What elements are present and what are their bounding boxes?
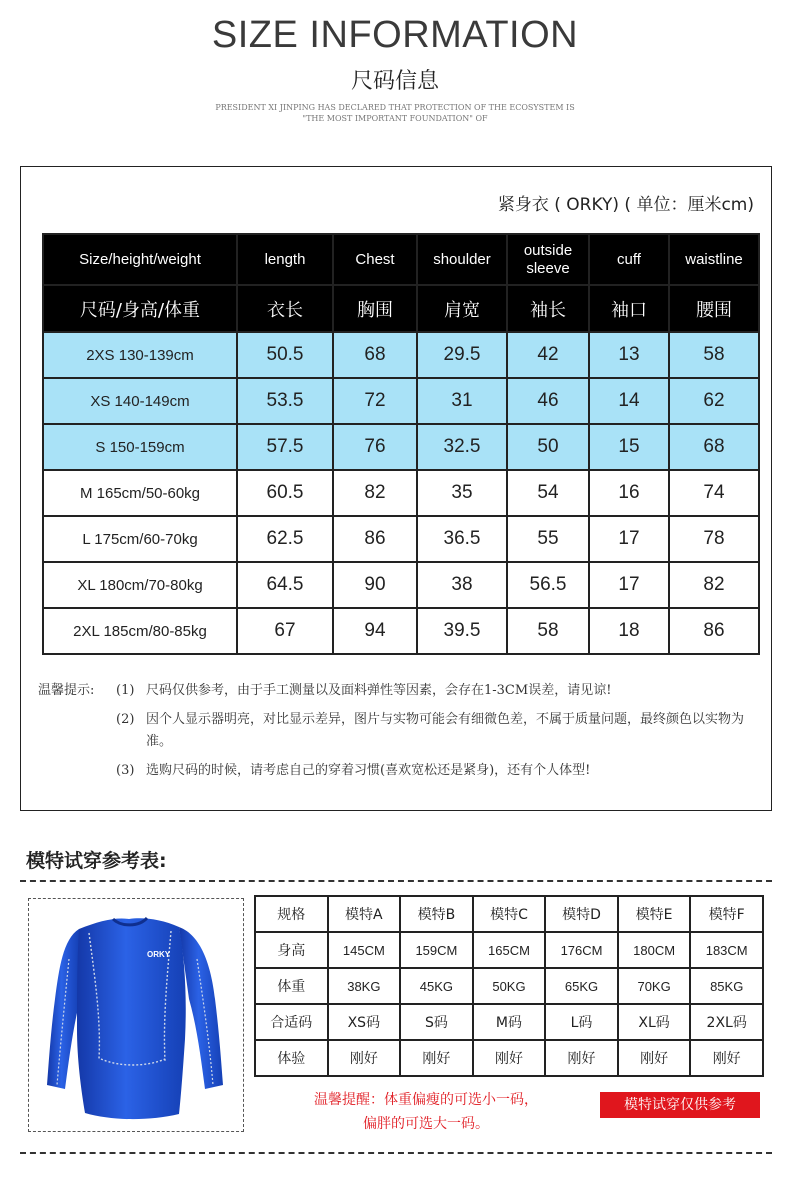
size-cell-waist: 82 [669,562,759,608]
model-cell: 50KG [473,968,546,1004]
fit-tip [276,1088,576,1136]
note-item [38,760,758,782]
header-row-cn [43,285,759,332]
size-cell-length: 53.5 [237,378,333,424]
size-cell-sleeve: 56.5 [507,562,589,608]
header-cn-size: 尺码/身高/体重 [43,285,237,332]
page-title-cn: 尺码信息 [350,69,439,94]
model-cell: L码 [545,1004,618,1040]
tagline-line-1: PRESIDENT XI JINPING HAS DECLARED THAT PROTECTION OF THE ECOSYSTEM IS [215,103,575,112]
model-cell: 2XL码 [690,1004,763,1040]
tagline [0,102,790,124]
size-cell-length: 60.5 [237,470,333,516]
model-cell: 176CM [545,932,618,968]
size-row [43,562,759,608]
model-cell: 刚好 [545,1040,618,1076]
header-sleeve: outside sleeve [507,234,589,285]
header-row-en [43,234,759,285]
model-cell: 145CM [328,932,401,968]
model-cell: 合适码 [255,1004,328,1040]
notes-block [38,680,758,789]
header-cn-length: 衣长 [237,285,333,332]
dashed-divider-top [20,880,772,882]
size-cell-chest: 94 [333,608,417,654]
size-cell-waist: 78 [669,516,759,562]
model-cell: 模特C [473,896,546,932]
size-cell-waist: 58 [669,332,759,378]
model-cell: 45KG [400,968,473,1004]
model-cell: 刚好 [618,1040,691,1076]
size-cell-size: S 150-159cm [43,424,237,470]
page-title-en: SIZE INFORMATION [211,14,579,56]
model-cell: 体重 [255,968,328,1004]
model-cell: 183CM [690,932,763,968]
size-cell-shoulder: 35 [417,470,507,516]
size-cell-shoulder: 39.5 [417,608,507,654]
reference-badge: 模特试穿仅供参考 [600,1092,760,1118]
size-cell-cuff: 18 [589,608,669,654]
header-cn-waist: 腰围 [669,285,759,332]
size-cell-chest: 90 [333,562,417,608]
size-row [43,470,759,516]
model-cell: 刚好 [328,1040,401,1076]
model-cell: XS码 [328,1004,401,1040]
model-cell: 模特B [400,896,473,932]
header-waist: waistline [669,234,759,285]
model-fit-table [254,895,764,1077]
header-cuff: cuff [589,234,669,285]
size-row [43,516,759,562]
size-cell-sleeve: 55 [507,516,589,562]
size-row [43,378,759,424]
note-text: 尺码仅供参考，由于手工测量以及面料弹性等因素，会存在1-3CM误差，请见谅! [146,683,612,698]
size-cell-size: M 165cm/50-60kg [43,470,237,516]
note-item [38,680,758,702]
unit-note: 紧身衣 ( ORKY) ( 单位：厘米cm) [497,195,754,215]
model-cell: 159CM [400,932,473,968]
model-cell: 38KG [328,968,401,1004]
model-cell: 70KG [618,968,691,1004]
size-cell-waist: 86 [669,608,759,654]
fit-tip-line-1: 温馨提醒：体重偏瘦的可选小一码， [314,1092,538,1108]
model-cell: M码 [473,1004,546,1040]
size-cell-shoulder: 31 [417,378,507,424]
note-text: 选购尺码的时候，请考虑自己的穿着习惯(喜欢宽松还是紧身)，还有个人体型! [146,763,591,778]
size-cell-size: XS 140-149cm [43,378,237,424]
size-cell-cuff: 14 [589,378,669,424]
size-cell-length: 64.5 [237,562,333,608]
fit-tip-line-2: 偏胖的可选大一码。 [363,1116,489,1132]
size-cell-cuff: 17 [589,516,669,562]
size-cell-shoulder: 36.5 [417,516,507,562]
model-row [255,896,763,932]
size-cell-chest: 86 [333,516,417,562]
size-cell-chest: 76 [333,424,417,470]
shirt-logo-text: ORKY [147,950,171,959]
model-cell: 模特D [545,896,618,932]
size-cell-size: XL 180cm/70-80kg [43,562,237,608]
model-row [255,1040,763,1076]
model-cell: XL码 [618,1004,691,1040]
header-shoulder: shoulder [417,234,507,285]
model-cell: 模特F [690,896,763,932]
note-item [38,709,758,753]
size-cell-length: 57.5 [237,424,333,470]
header-cn-sleeve: 袖长 [507,285,589,332]
size-cell-chest: 82 [333,470,417,516]
model-cell: 65KG [545,968,618,1004]
header-cn-cuff: 袖口 [589,285,669,332]
header-chest: Chest [333,234,417,285]
model-cell: 刚好 [473,1040,546,1076]
size-cell-sleeve: 54 [507,470,589,516]
header-cn-chest: 胸围 [333,285,417,332]
size-cell-size: L 175cm/60-70kg [43,516,237,562]
size-cell-length: 62.5 [237,516,333,562]
size-cell-size: 2XS 130-139cm [43,332,237,378]
model-cell: 模特A [328,896,401,932]
size-cell-shoulder: 38 [417,562,507,608]
size-cell-size: 2XL 185cm/80-85kg [43,608,237,654]
size-cell-length: 67 [237,608,333,654]
size-chart-table [42,233,760,655]
size-cell-waist: 68 [669,424,759,470]
size-row [43,332,759,378]
size-cell-waist: 74 [669,470,759,516]
model-row [255,968,763,1004]
size-cell-sleeve: 58 [507,608,589,654]
model-cell: 身高 [255,932,328,968]
model-cell: 模特E [618,896,691,932]
size-row [43,608,759,654]
size-cell-sleeve: 46 [507,378,589,424]
note-text: 因个人显示器明亮，对比显示差异，图片与实物可能会有细微色差，不属于质量问题，最终颜色以实物为准。 [146,712,745,749]
model-cell: 165CM [473,932,546,968]
model-section-title: 模特试穿参考表: [26,850,167,872]
size-cell-cuff: 13 [589,332,669,378]
size-cell-chest: 72 [333,378,417,424]
size-cell-chest: 68 [333,332,417,378]
size-cell-sleeve: 42 [507,332,589,378]
size-cell-waist: 62 [669,378,759,424]
notes-lead: 温馨提示: [38,683,95,698]
model-cell: S码 [400,1004,473,1040]
model-row [255,932,763,968]
size-cell-cuff: 17 [589,562,669,608]
model-cell: 规格 [255,896,328,932]
size-cell-cuff: 15 [589,424,669,470]
compression-shirt-image [29,899,244,1132]
model-cell: 刚好 [690,1040,763,1076]
note-number: (3) [116,763,135,778]
model-cell: 180CM [618,932,691,968]
size-row [43,424,759,470]
note-number: (2) [116,712,135,727]
model-row [255,1004,763,1040]
model-photo [28,898,244,1132]
model-cell: 体验 [255,1040,328,1076]
header-size: Size/height/weight [43,234,237,285]
size-cell-shoulder: 32.5 [417,424,507,470]
model-cell: 85KG [690,968,763,1004]
header-length: length [237,234,333,285]
size-cell-sleeve: 50 [507,424,589,470]
dashed-divider-bottom [20,1152,772,1154]
tagline-line-2: "THE MOST IMPORTANT FOUNDATION" OF [302,114,488,123]
note-number: (1) [116,683,135,698]
size-cell-length: 50.5 [237,332,333,378]
header-cn-shoulder: 肩宽 [417,285,507,332]
size-cell-cuff: 16 [589,470,669,516]
model-cell: 刚好 [400,1040,473,1076]
size-cell-shoulder: 29.5 [417,332,507,378]
